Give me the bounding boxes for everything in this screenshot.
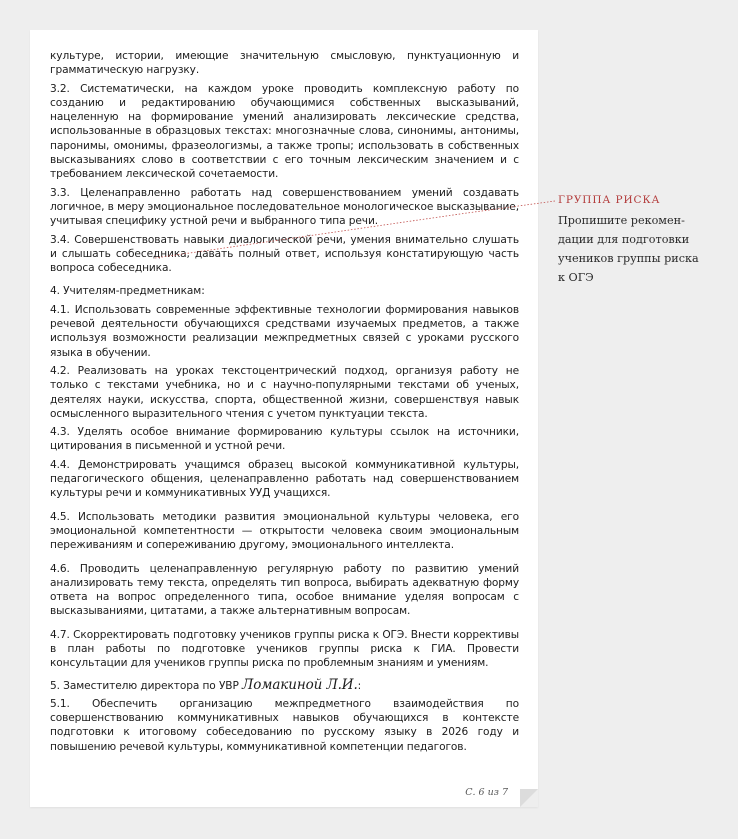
margin-note-text: [558, 211, 718, 287]
margin-note-line: к ОГЭ: [558, 271, 594, 284]
paragraph-3-4: 3.4. Совершенствовать навыки диалогической речи, умения внимательно слушать и слышать собеседника, давать полный ответ, используя констатирующую часть вопроса собеседника.: [50, 233, 519, 275]
document-page: [30, 30, 538, 807]
paragraph-4-1: 4.1. Использовать современные эффективные технологии формирования навыков речевой деятельности обучающихся средствами изучаемых предметов, а также используя возможности реализации межпредметных связей с уроками русского языка в обучении.: [50, 303, 519, 359]
margin-note-line: Пропишите рекомен-: [558, 214, 685, 227]
margin-note-line: дации для подготовки: [558, 233, 690, 246]
heading-5-deputy-director: [50, 678, 519, 693]
paragraph-3-1-continued: культуре, истории, имеющие значительную смысловую, пунктуационную и грамматическую нагрузку.: [50, 50, 519, 77]
paragraph-3-2: 3.2. Систематически, на каждом уроке проводить комплексную работу по созданию и редактированию обучающимися собственных высказываний, нацеленную на формирование умений анализировать лексические средства, использованные в образцовых текстах: многозначные слова, синонимы, антонимы, паронимы, омонимы, фразеологизмы, а также тропы; использовать в собственных высказываниях слово в соответствии с его точным лексическим значением и с требованием лексической сочетаемости.: [50, 82, 519, 181]
handwritten-name: Ломакиной Л.И.: [242, 676, 358, 693]
paragraph-4-4: 4.4. Демонстрировать учащимся образец высокой коммуникативной культуры, педагогического общения, целенаправленно работать над совершенствованием культуры речи и коммуникативных УУД учащихся.: [50, 458, 519, 500]
paragraph-4-6: 4.6. Проводить целенаправленную регулярную работу по развитию умений анализировать тему текста, определять тип вопроса, выбирать адекватную форму ответа на вопрос определенного типа, особое внимание уделяя вопросам с высказываниями, цитатами, а также альтернативным вопросам.: [50, 562, 519, 618]
margin-note-line: учеников группы риска: [558, 252, 699, 265]
paragraph-5-1: 5.1. Обеспечить организацию межпредметного взаимодействия по совершенствованию коммуникативных навыков обучающихся в контексте подготовки к итоговому собеседованию по русскому языку в 2026 году и повышению речевой культуры, коммуникативной компетенции педагогов.: [50, 697, 519, 753]
heading-4-subject-teachers: 4. Учителям-предметникам:: [50, 285, 205, 298]
margin-note-title: ГРУППА РИСКА: [558, 194, 661, 206]
heading-5-prefix: 5. Заместителю директора по УВР: [50, 679, 243, 692]
paragraph-3-3: 3.3. Целенаправленно работать над совершенствованием умений создавать логичное, в меру эмоциональное последовательное монологическое высказывание, учитывая специфику устной речи и выбранного типа речи.: [50, 186, 519, 228]
document-body: [50, 49, 519, 758]
paragraph-4-5: 4.5. Использовать методики развития эмоциональной культуры человека, его эмоциональной компетентности — открытости человека своим эмоциональным переживаниям и сопереживанию другому, эмоционального интеллекта.: [50, 510, 519, 552]
paragraph-4-7: 4.7. Скорректировать подготовку учеников группы риска к ОГЭ. Внести коррективы в план работы по подготовке учеников группы риска к ГИА. Провести консультации для учеников группы риска по проблемным знаниям и умениям.: [50, 628, 519, 670]
paragraph-4-3: 4.3. Уделять особое внимание формированию культуры ссылок на источники, цитирования в письменной и устной речи.: [50, 426, 519, 453]
heading-5-suffix: :: [357, 679, 362, 692]
page-number: С. 6 из 7: [465, 787, 508, 798]
page-corner-fold: [520, 789, 538, 807]
paragraph-4-2: 4.2. Реализовать на уроках текстоцентрический подход, организуя работу не только с текстами учебника, но и с научно-популярными текстами об ученых, деятелях науки, искусства, спорта, общественной жизни, совершенствуя навык осмысленного выразительного чтения с учетом пунктуации текста.: [50, 364, 519, 420]
margin-note: [558, 194, 718, 287]
